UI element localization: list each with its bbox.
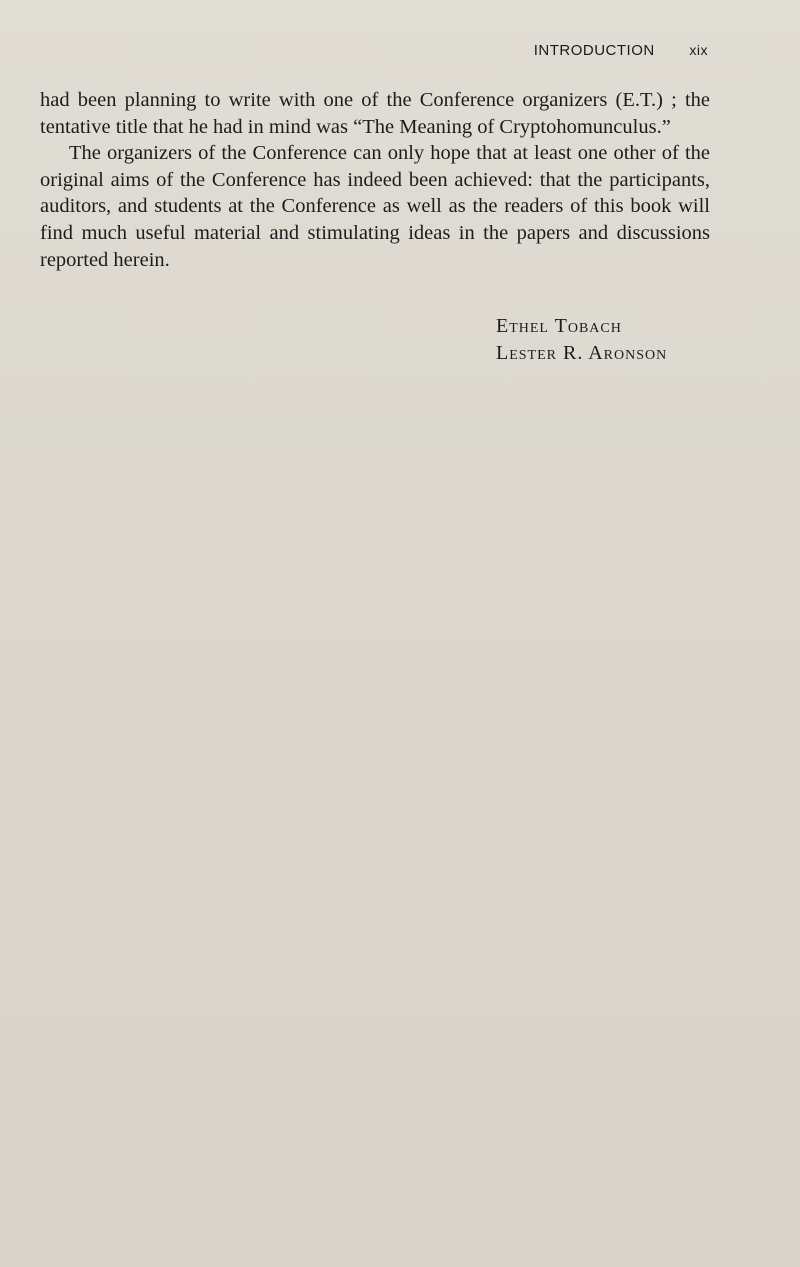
paragraph-continuation: had been planning to write with one of the Conference organizers (E.T.) ; the tentative title that he had in mind was “The Meaning of Cryptohomunculus.” [40, 89, 710, 138]
running-head [534, 42, 708, 59]
body-text [40, 87, 710, 273]
signature-lester-aronson: Lester R. Aronson [496, 341, 668, 364]
signature-block [496, 313, 667, 366]
section-title: INTRODUCTION [533, 42, 655, 59]
signature-ethel-tobach: Ethel Tobach [496, 315, 622, 337]
page-number: xix [689, 42, 708, 58]
paragraph-closing: The organizers of the Conference can only hope that at least one other of the original aims of the Conference has indeed been achieved: that the participants, auditors, and students at the Conference as well as the readers of this book will find much useful material and stimulating ideas in the papers and discussions reported herein. [40, 142, 710, 271]
